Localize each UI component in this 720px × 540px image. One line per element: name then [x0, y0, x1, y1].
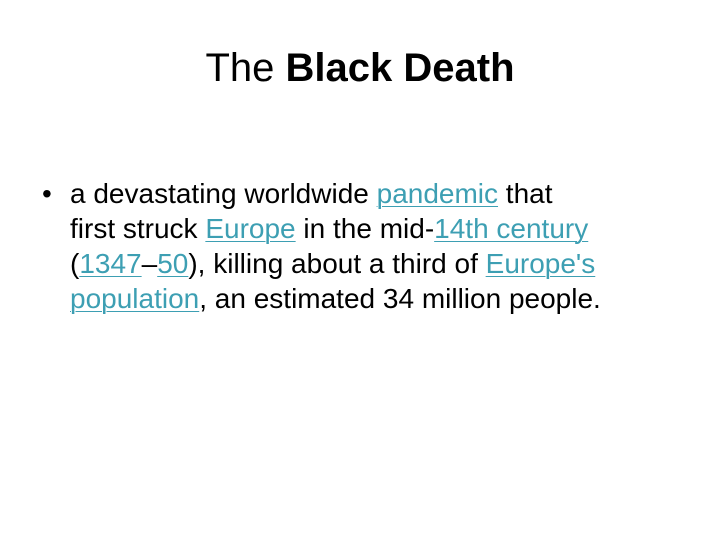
text-segment: that [498, 178, 553, 209]
text-segment: ), killing about a third of [188, 248, 486, 279]
hyperlink[interactable]: 1347 [79, 248, 142, 279]
hyperlink[interactable]: Europe [205, 213, 296, 244]
bullet-line [70, 176, 702, 211]
hyperlink[interactable]: 50 [157, 248, 189, 279]
hyperlink[interactable]: population [70, 283, 200, 314]
bullet-text [70, 176, 702, 316]
bullet-line [70, 281, 702, 316]
text-segment: , an estimated 34 million people. [199, 283, 601, 314]
text-segment: in the mid- [295, 213, 435, 244]
text-segment: first struck [70, 213, 206, 244]
text-segment: ( [70, 248, 80, 279]
title-bold: Black Death [285, 46, 515, 90]
text-segment: a devastating worldwide [70, 178, 377, 209]
title-normal: The [205, 46, 275, 90]
text-segment: – [141, 248, 158, 279]
bullet-line [70, 246, 702, 281]
bullet-icon: • [42, 178, 52, 209]
bullet-list [42, 176, 702, 316]
bullet-line [70, 211, 702, 246]
bullet-item [42, 176, 702, 316]
hyperlink[interactable]: Europe's [485, 248, 596, 279]
hyperlink[interactable]: pandemic [376, 178, 499, 209]
hyperlink[interactable]: 14th century [434, 213, 589, 244]
slide-title [0, 44, 720, 92]
